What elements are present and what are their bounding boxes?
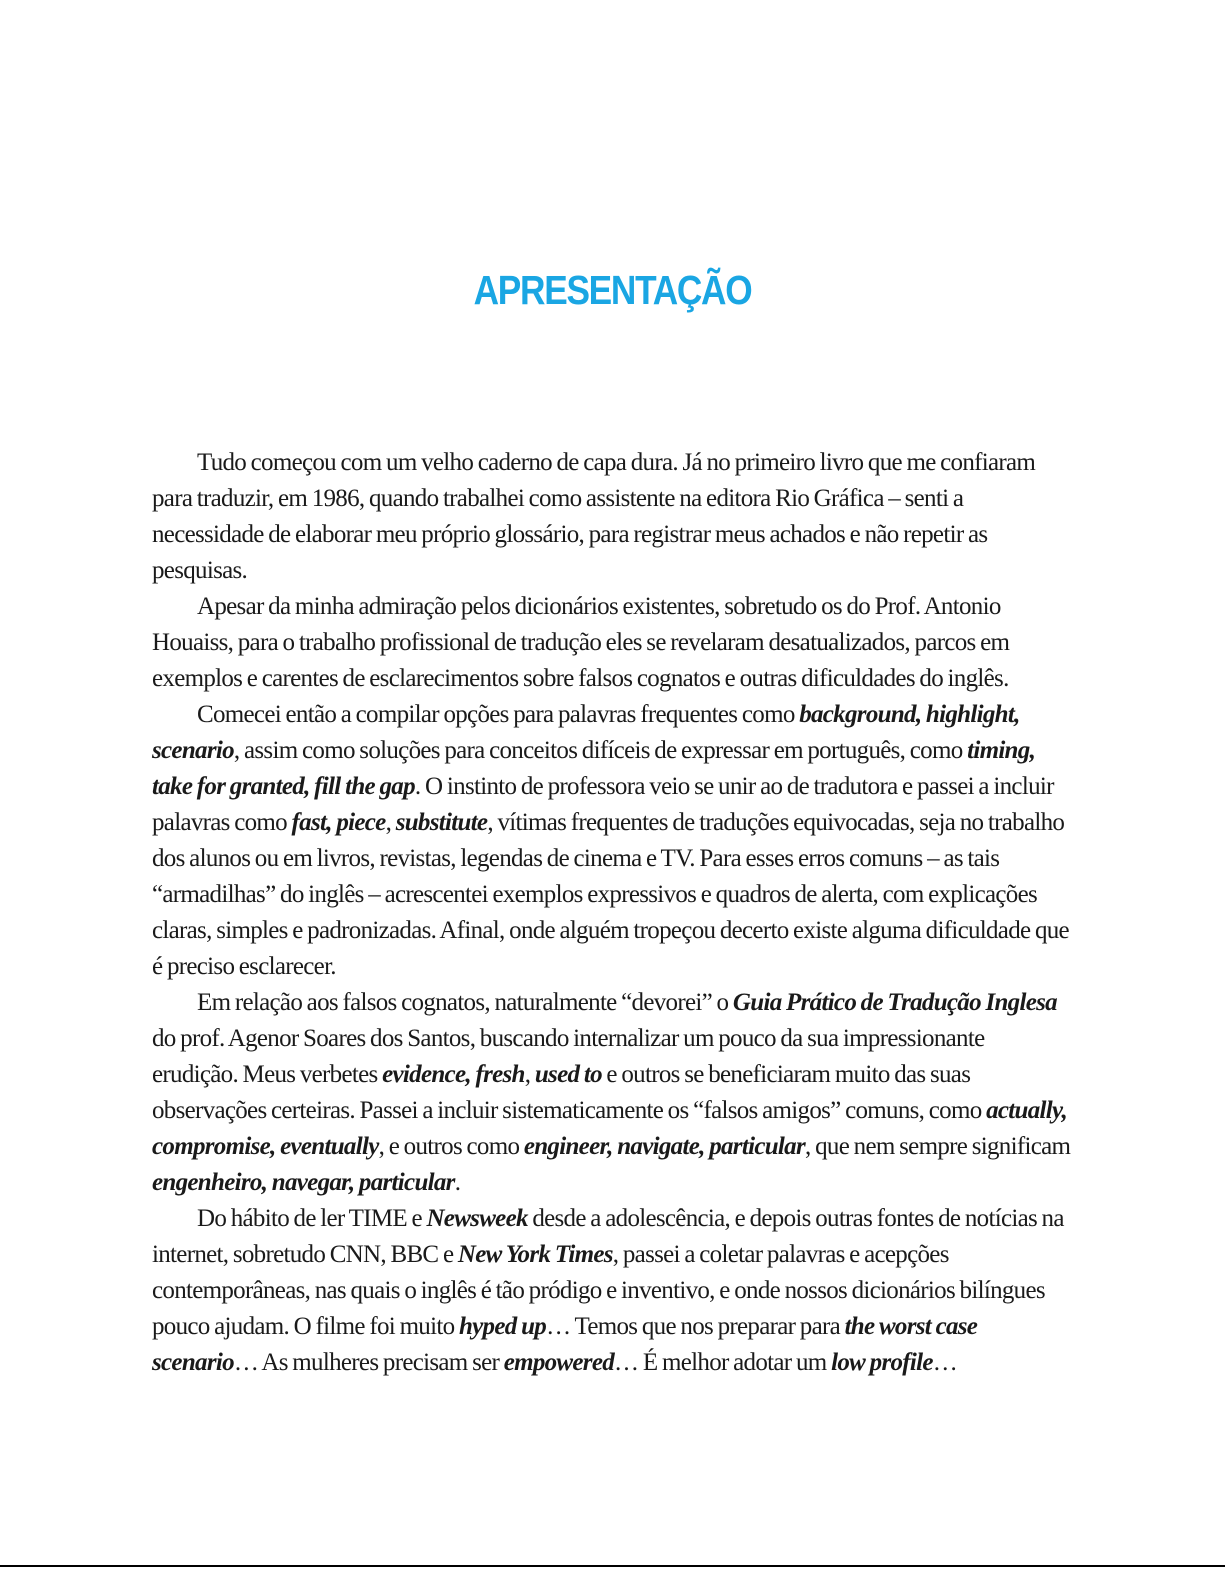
emphasized-term: low profile bbox=[831, 1349, 933, 1376]
page-title: APRESENTAÇÃO bbox=[473, 267, 752, 314]
text-segment: , e outros como bbox=[378, 1133, 524, 1160]
emphasized-term: New York Times bbox=[457, 1241, 613, 1268]
text-segment: , que nem sempre significam bbox=[805, 1133, 1071, 1160]
emphasized-term: actually, compromise, eventually bbox=[152, 1097, 1068, 1160]
text-segment: Em relação aos falsos cognatos, naturalmente “devorei” o bbox=[197, 989, 733, 1016]
text-segment: desde a adolescência, e depois outras fontes de notícias na internet, sobretudo CNN, BBC e bbox=[152, 1205, 1064, 1268]
emphasized-term: Newsweek bbox=[426, 1205, 528, 1232]
text-segment: , bbox=[385, 809, 396, 836]
text-segment: Apesar da minha admiração pelos dicionários existentes, sobretudo os do Prof. Antonio Houaiss, para o trabalho profissional de tradução eles se revelaram desatualizados, parcos em exemplos e carentes de esclarecimentos sobre falsos cognatos e outras dificuldades do inglês. bbox=[152, 593, 1010, 692]
text-segment: … bbox=[932, 1349, 958, 1376]
text-segment: Tudo começou com um velho caderno de capa dura. Já no primeiro livro que me confiaram para traduzir, em 1986, quando trabalhei como assistente na editora Rio Gráfica – senti a necessidade de elaborar meu próprio glossário, para registrar meus achados e não repetir as pesquisas. bbox=[152, 449, 1036, 584]
paragraph bbox=[152, 697, 1072, 985]
paragraph bbox=[152, 445, 1072, 589]
body-text bbox=[152, 445, 1072, 1381]
bottom-rule bbox=[0, 1565, 1225, 1567]
text-segment: Do hábito de ler TIME e bbox=[197, 1205, 427, 1232]
emphasized-term: background, highlight, scenario bbox=[152, 701, 1020, 764]
emphasized-term: timing, take for granted, fill the gap bbox=[152, 737, 1036, 800]
text-segment: do prof. Agenor Soares dos Santos, buscando internalizar um pouco da sua impressionante erudição. Meus verbetes bbox=[152, 1025, 985, 1088]
text-segment: . O instinto de professora veio se unir ao de tradutora e passei a incluir palavras como bbox=[152, 773, 1054, 836]
text-segment: . bbox=[454, 1169, 461, 1196]
emphasized-term: engineer, navigate, particular bbox=[523, 1133, 806, 1160]
emphasized-term: substitute bbox=[395, 809, 488, 836]
text-segment: , assim como soluções para conceitos difíceis de expressar em português, como bbox=[233, 737, 968, 764]
emphasized-term: empowered bbox=[503, 1349, 615, 1376]
emphasized-term: engenheiro, navegar, particular bbox=[152, 1169, 455, 1196]
text-segment: e outros se beneficiaram muito das suas observações certeiras. Passei a incluir sistematicamente os “falsos amigos” comuns, como bbox=[152, 1061, 987, 1124]
text-segment: … Temos que nos preparar para bbox=[546, 1313, 845, 1340]
text-segment: , vítimas frequentes de traduções equivocadas, seja no trabalho dos alunos ou em livros, revistas, legendas de cinema e TV. Para esses erros comuns – as tais “armadilhas” do inglês – acrescentei exemplos expressivos e quadros de alerta, com explicações claras, simples e padronizadas. Afinal, onde alguém tropeçou decerto existe alguma dificuldade que é preciso esclarecer. bbox=[152, 809, 1069, 980]
emphasized-term: hyped up bbox=[458, 1313, 547, 1340]
text-segment: … As mulheres precisam ser bbox=[233, 1349, 504, 1376]
text-segment: , passei a coletar palavras e acepções contemporâneas, nas quais o inglês é tão pródigo e inventivo, e onde nossos dicionários bilíngues pouco ajudam. O filme foi muito bbox=[152, 1241, 1045, 1340]
paragraph bbox=[152, 589, 1072, 697]
paragraph bbox=[152, 1201, 1072, 1381]
emphasized-term: used to bbox=[534, 1061, 602, 1088]
emphasized-term: evidence, fresh bbox=[382, 1061, 525, 1088]
text-segment: , bbox=[524, 1061, 535, 1088]
emphasized-term: fast, piece bbox=[291, 809, 386, 836]
emphasized-term: Guia Prático de Tradução Inglesa bbox=[732, 989, 1057, 1016]
text-segment: Comecei então a compilar opções para palavras frequentes como bbox=[197, 701, 800, 728]
emphasized-term: the worst case scenario bbox=[152, 1313, 978, 1376]
text-segment: … É melhor adotar um bbox=[614, 1349, 832, 1376]
paragraph bbox=[152, 985, 1072, 1201]
